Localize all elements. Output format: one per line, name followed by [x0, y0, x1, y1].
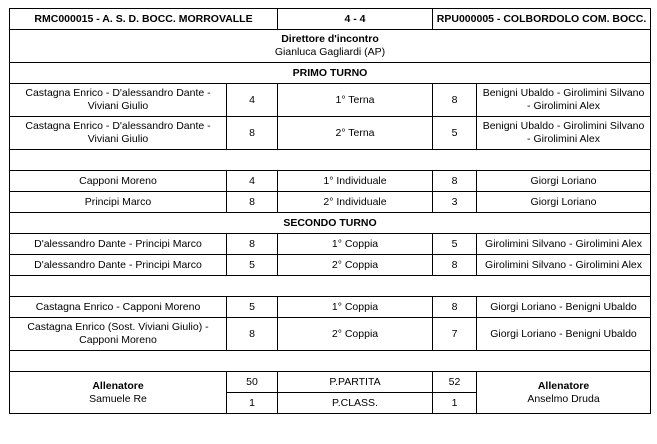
match-row	[10, 318, 651, 351]
match-row	[10, 192, 651, 213]
away-players: Giorgi Loriano - Benigni Ubaldo	[477, 297, 651, 318]
home-score: 8	[227, 234, 278, 255]
spacer-row	[10, 150, 651, 171]
home-partita-points: 50	[227, 372, 278, 393]
partita-label: P.PARTITA	[278, 372, 433, 393]
game-type: 1° Terna	[278, 84, 433, 117]
director-name: Gianluca Gagliardi (AP)	[274, 46, 386, 58]
home-players: Principi Marco	[10, 192, 227, 213]
home-players: Castagna Enrico - D'alessandro Dante - Viviani Giulio	[10, 84, 227, 117]
match-row	[10, 297, 651, 318]
spacer-cell	[10, 150, 651, 171]
match-score: 4 - 4	[278, 9, 433, 30]
away-score: 5	[433, 117, 477, 150]
home-score: 5	[227, 297, 278, 318]
away-coach-name: Anselmo Druda	[527, 392, 600, 405]
away-players: Benigni Ubaldo - Girolimini Silvano - Girolimini Alex	[477, 84, 651, 117]
away-players: Benigni Ubaldo - Girolimini Silvano - Girolimini Alex	[477, 117, 651, 150]
away-players: Girolimini Silvano - Girolimini Alex	[477, 255, 651, 276]
section-primo-turno	[10, 63, 651, 84]
home-coach-label: Allenatore	[92, 379, 144, 392]
home-players: Castagna Enrico (Sost. Viviani Giulio) - Capponi Moreno	[10, 318, 227, 351]
away-coach-label: Allenatore	[537, 379, 590, 392]
away-class-points: 1	[433, 393, 477, 414]
spacer-row	[10, 276, 651, 297]
director-label: Direttore d'incontro	[281, 33, 379, 45]
game-type: 1° Individuale	[278, 171, 433, 192]
home-score: 8	[227, 117, 278, 150]
game-type: 2° Individuale	[278, 192, 433, 213]
away-team-name: RPU000005 - COLBORDOLO COM. BOCC.	[433, 9, 651, 30]
match-row	[10, 171, 651, 192]
home-coach-cell	[10, 372, 227, 414]
away-score: 8	[433, 171, 477, 192]
home-team-name: RMC000015 - A. S. D. BOCC. MORROVALLE	[10, 9, 278, 30]
away-score: 8	[433, 255, 477, 276]
game-type: 2° Coppia	[278, 255, 433, 276]
spacer-row	[10, 351, 651, 372]
director-cell	[10, 30, 651, 63]
home-players: Castagna Enrico - Capponi Moreno	[10, 297, 227, 318]
match-row	[10, 255, 651, 276]
away-score: 8	[433, 297, 477, 318]
match-row	[10, 84, 651, 117]
home-coach-name: Samuele Re	[89, 392, 147, 405]
match-report-table	[9, 8, 651, 414]
match-report	[9, 8, 650, 414]
director-row	[10, 30, 651, 63]
home-score: 4	[227, 171, 278, 192]
away-score: 7	[433, 318, 477, 351]
away-players: Giorgi Loriano	[477, 192, 651, 213]
game-type: 2° Terna	[278, 117, 433, 150]
section-secondo-turno	[10, 213, 651, 234]
spacer-cell	[10, 276, 651, 297]
game-type: 1° Coppia	[278, 234, 433, 255]
spacer-cell	[10, 351, 651, 372]
away-players: Girolimini Silvano - Girolimini Alex	[477, 234, 651, 255]
game-type: 2° Coppia	[278, 318, 433, 351]
away-score: 8	[433, 84, 477, 117]
away-score: 3	[433, 192, 477, 213]
home-players: Castagna Enrico - D'alessandro Dante - Viviani Giulio	[10, 117, 227, 150]
away-players: Giorgi Loriano - Benigni Ubaldo	[477, 318, 651, 351]
home-players: D'alessandro Dante - Principi Marco	[10, 255, 227, 276]
away-players: Giorgi Loriano	[477, 171, 651, 192]
class-label: P.CLASS.	[278, 393, 433, 414]
match-row	[10, 117, 651, 150]
home-class-points: 1	[227, 393, 278, 414]
home-score: 8	[227, 192, 278, 213]
match-row	[10, 234, 651, 255]
home-score: 8	[227, 318, 278, 351]
game-type: 1° Coppia	[278, 297, 433, 318]
section-title: PRIMO TURNO	[10, 63, 651, 84]
section-title: SECONDO TURNO	[10, 213, 651, 234]
home-players: D'alessandro Dante - Principi Marco	[10, 234, 227, 255]
away-score: 5	[433, 234, 477, 255]
footer-row-partita	[10, 372, 651, 393]
header-row	[10, 9, 651, 30]
away-coach-cell	[477, 372, 651, 414]
away-partita-points: 52	[433, 372, 477, 393]
home-score: 5	[227, 255, 278, 276]
home-score: 4	[227, 84, 278, 117]
home-players: Capponi Moreno	[10, 171, 227, 192]
